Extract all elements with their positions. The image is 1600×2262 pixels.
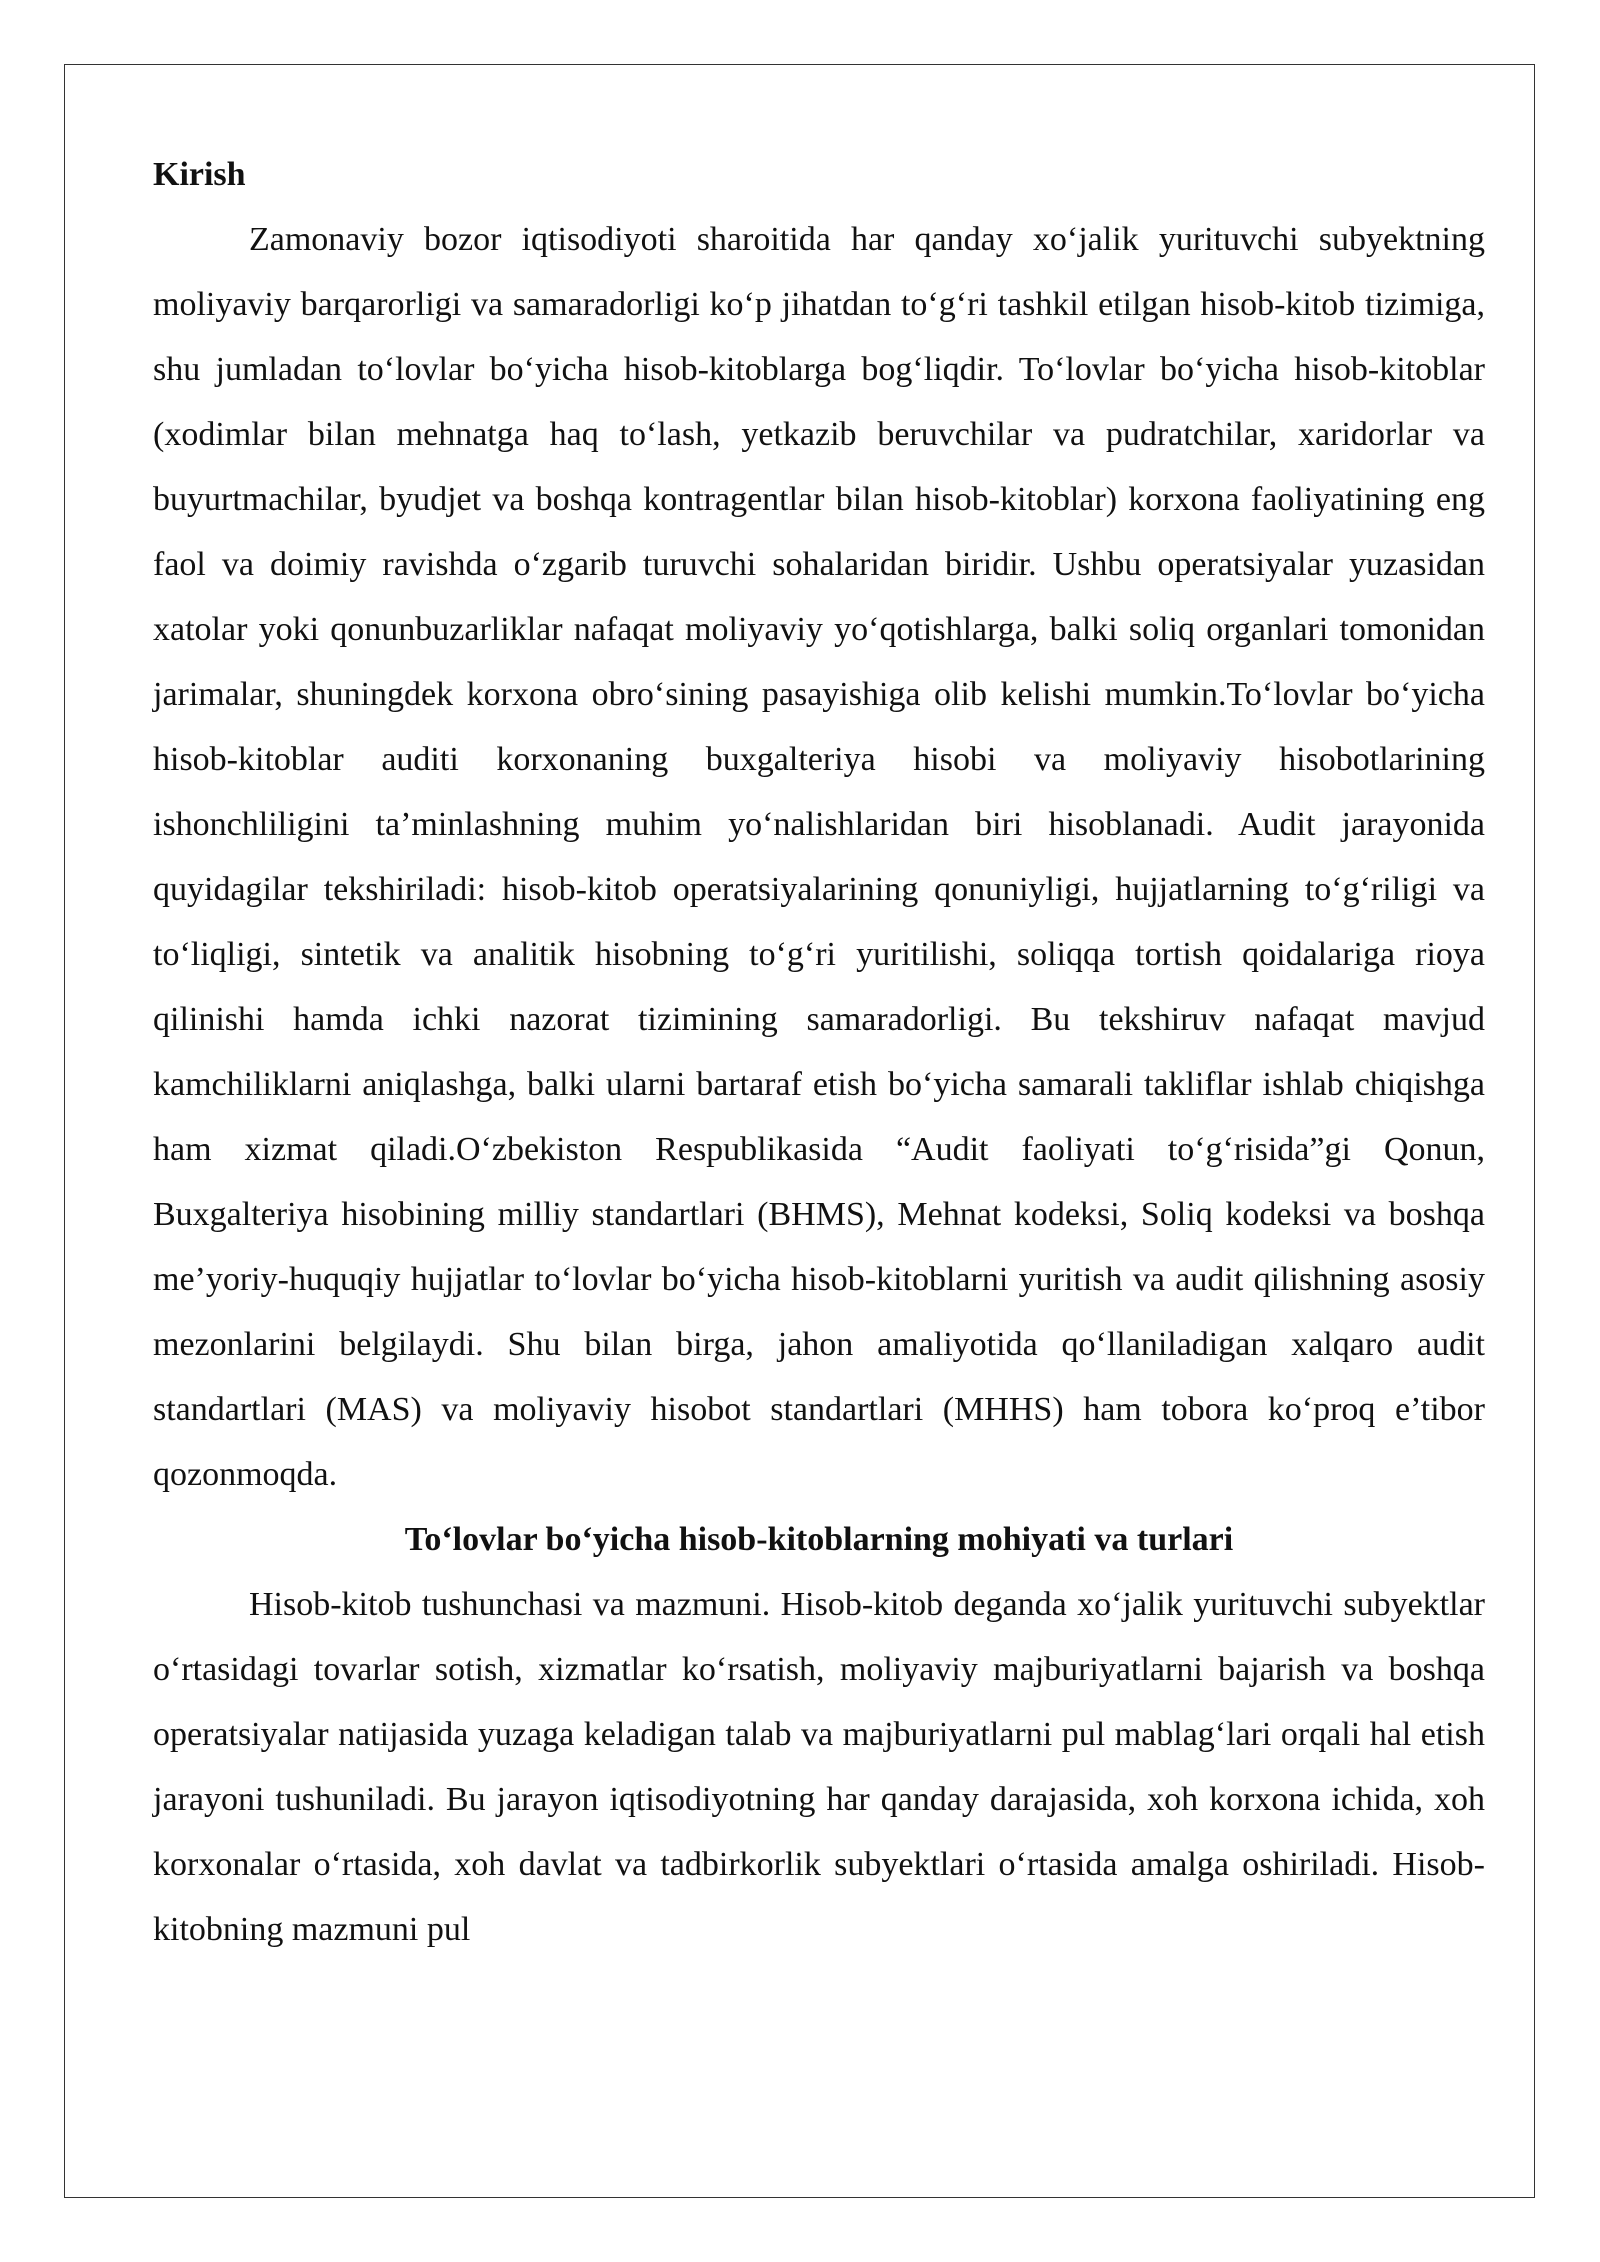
intro-paragraph: Zamonaviy bozor iqtisodiyoti sharoitida har qanday xo‘jalik yurituvchi subyektning moliyaviy barqarorligi va samaradorligi ko‘p jihatdan to‘g‘ri tashkil etilgan hisob-kitob tizimiga, shu jumladan to‘lovlar bo‘yicha hisob-kitoblarga bog‘liqdir. To‘lovlar bo‘yicha hisob-kitoblar (xodimlar bilan mehnatga haq to‘lash, yetkazib beruvchilar va pudratchilar, xaridorlar va buyurtmachilar, byudjet va boshqa kontragentlar bilan hisob-kitoblar) korxona faoliyatining eng faol va doimiy ravishda o‘zgarib turuvchi sohalaridan biridir. Ushbu operatsiyalar yuzasidan xatolar yoki qonunbuzarliklar nafaqat moliyaviy yo‘qotishlarga, balki soliq organlari tomonidan jarimalar, shuningdek korxona obro‘sining pasayishiga olib kelishi mumkin.To‘lovlar bo‘yicha hisob-kitoblar auditi korxonaning buxgalteriya hisobi va moliyaviy hisobotlarining ishonchliligini ta’minlashning muhim yo‘nalishlaridan biri hisoblanadi. Audit jarayonida quyidagilar tekshiriladi: hisob-kitob operatsiyalarining qonuniyligi, hujjatlarning to‘g‘riligi va to‘liqligi, sintetik va analitik hisobning to‘g‘ri yuritilishi, soliqqa tortish qoidalariga rioya qilinishi hamda ichki nazorat tizimining samaradorligi. Bu tekshiruv nafaqat mavjud kamchiliklarni aniqlashga, balki ularni bartaraf etish bo‘yicha samarali takliflar ishlab chiqishga ham xizmat qiladi.O‘zbekiston Respublikasida “Audit faoliyati to‘g‘risida”gi Qonun, Buxgalteriya hisobining milliy standartlari (BHMS), Mehnat kodeksi, Soliq kodeksi va boshqa me’yoriy-huquqiy hujjatlar to‘lovlar bo‘yicha hisob-kitoblarni yuritish va audit qilishning asosiy mezonlarini belgilaydi. Shu bilan birga, jahon amaliyotida qo‘llaniladigan xalqaro audit standartlari (MAS) va moliyaviy hisobot standartlari (MHHS) ham tobora ko‘proq e’tibor qozonmoqda. <box>153 221 1485 1493</box>
intro-heading: Kirish <box>153 156 246 193</box>
document-body <box>153 142 1485 1962</box>
section-heading: To‘lovlar bo‘yicha hisob-kitoblarning mohiyati va turlari <box>404 1521 1234 1558</box>
section-paragraph: Hisob-kitob tushunchasi va mazmuni. Hisob-kitob deganda xo‘jalik yurituvchi subyektlar o‘rtasidagi tovarlar sotish, xizmatlar ko‘rsatish, moliyaviy majburiyatlarni bajarish va boshqa operatsiyalar natijasida yuzaga keladigan talab va majburiyatlarni pul mablag‘lari orqali hal etish jarayoni tushuniladi. Bu jarayon iqtisodiyotning har qanday darajasida, xoh korxona ichida, xoh korxonalar o‘rtasida, xoh davlat va tadbirkorlik subyektlari o‘rtasida amalga oshiriladi. Hisob-kitobning mazmuni pul <box>153 1586 1485 1948</box>
